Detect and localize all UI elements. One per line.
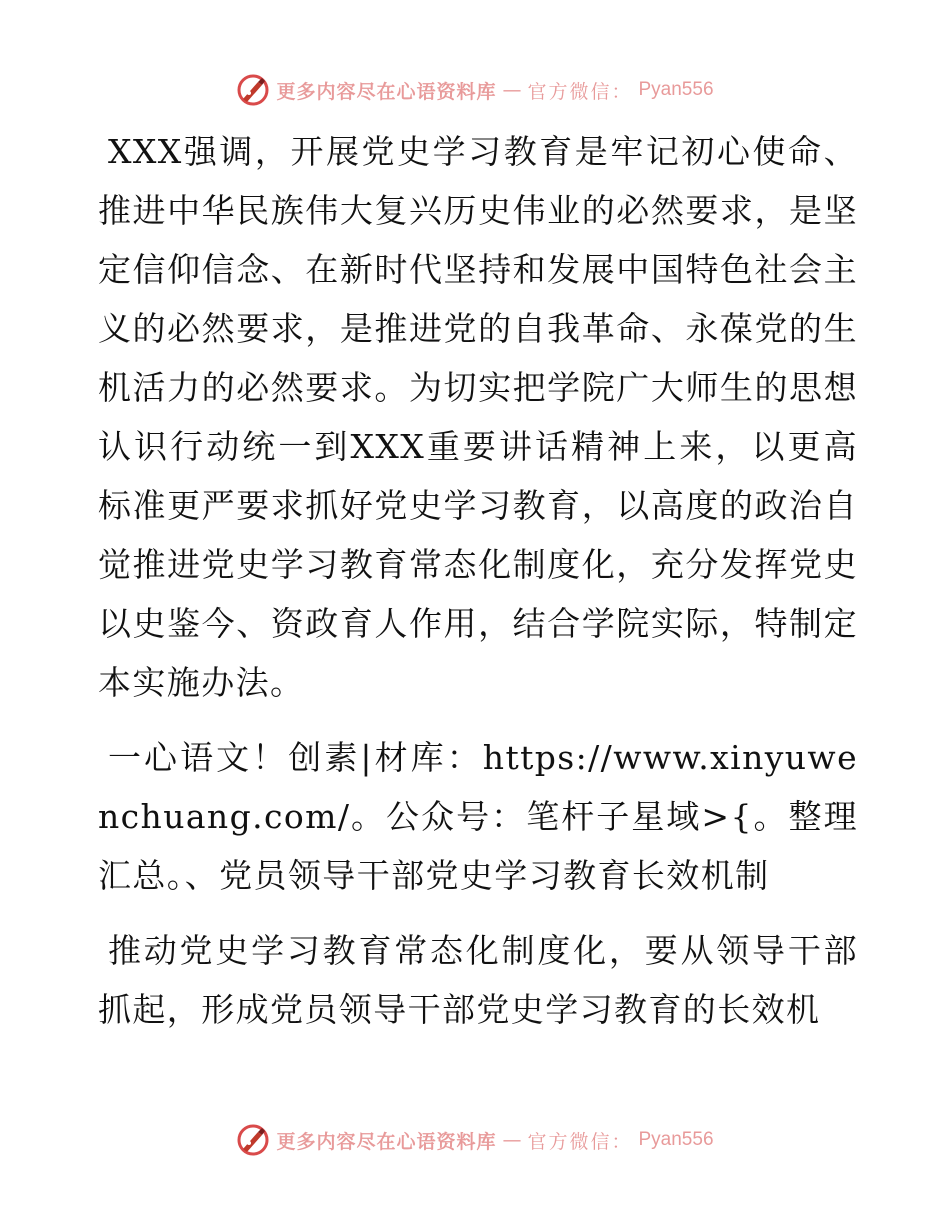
footer-separator: — [502,1129,522,1151]
header-wechat-id: Pyan556 [638,79,714,100]
header-brand-text: 更多内容尽在心语资料库 [276,80,497,103]
pen-circle-logo-icon [236,1123,270,1157]
footer-brand-text: 更多内容尽在心语资料库 [276,1130,497,1153]
footer-banner [0,1120,950,1160]
body-paragraph-2: 一心语文！创素|材库：https://www.xinyuwenchuang.com/。公众号：笔杆子星域>{。整理汇总。、党员领导干部党史学习教育长效机制 [98,738,858,895]
body-paragraph-1: XXX强调，开展党史学习教育是牢记初心使命、推进中华民族伟大复兴历史伟业的必然要求，是坚定信仰信念、在新时代坚持和发展中国特色社会主义的必然要求，是推进党的自我革命、永葆党的生机活力的必然要求。为切实把学院广大师生的思想认识行动统一到XXX重要讲话精神上来，以更高标准更严要求抓好党史学习教育，以高度的政治自觉推进党史学习教育常态化制度化，充分发挥党史以史鉴今、资政育人作用，结合学院实际，特制定本实施办法。 [98,132,858,702]
header-banner [0,70,950,110]
footer-wechat-id: Pyan556 [638,1129,714,1150]
header-wechat-label: 官方微信： [527,80,633,103]
pen-circle-logo-icon [236,73,270,107]
document-body [98,122,858,1039]
body-paragraph-3: 推动党史学习教育常态化制度化，要从领导干部抓起，形成党员领导干部党史学习教育的长效机 [98,931,858,1029]
footer-wechat-label: 官方微信： [527,1130,633,1153]
header-separator: — [502,79,522,101]
